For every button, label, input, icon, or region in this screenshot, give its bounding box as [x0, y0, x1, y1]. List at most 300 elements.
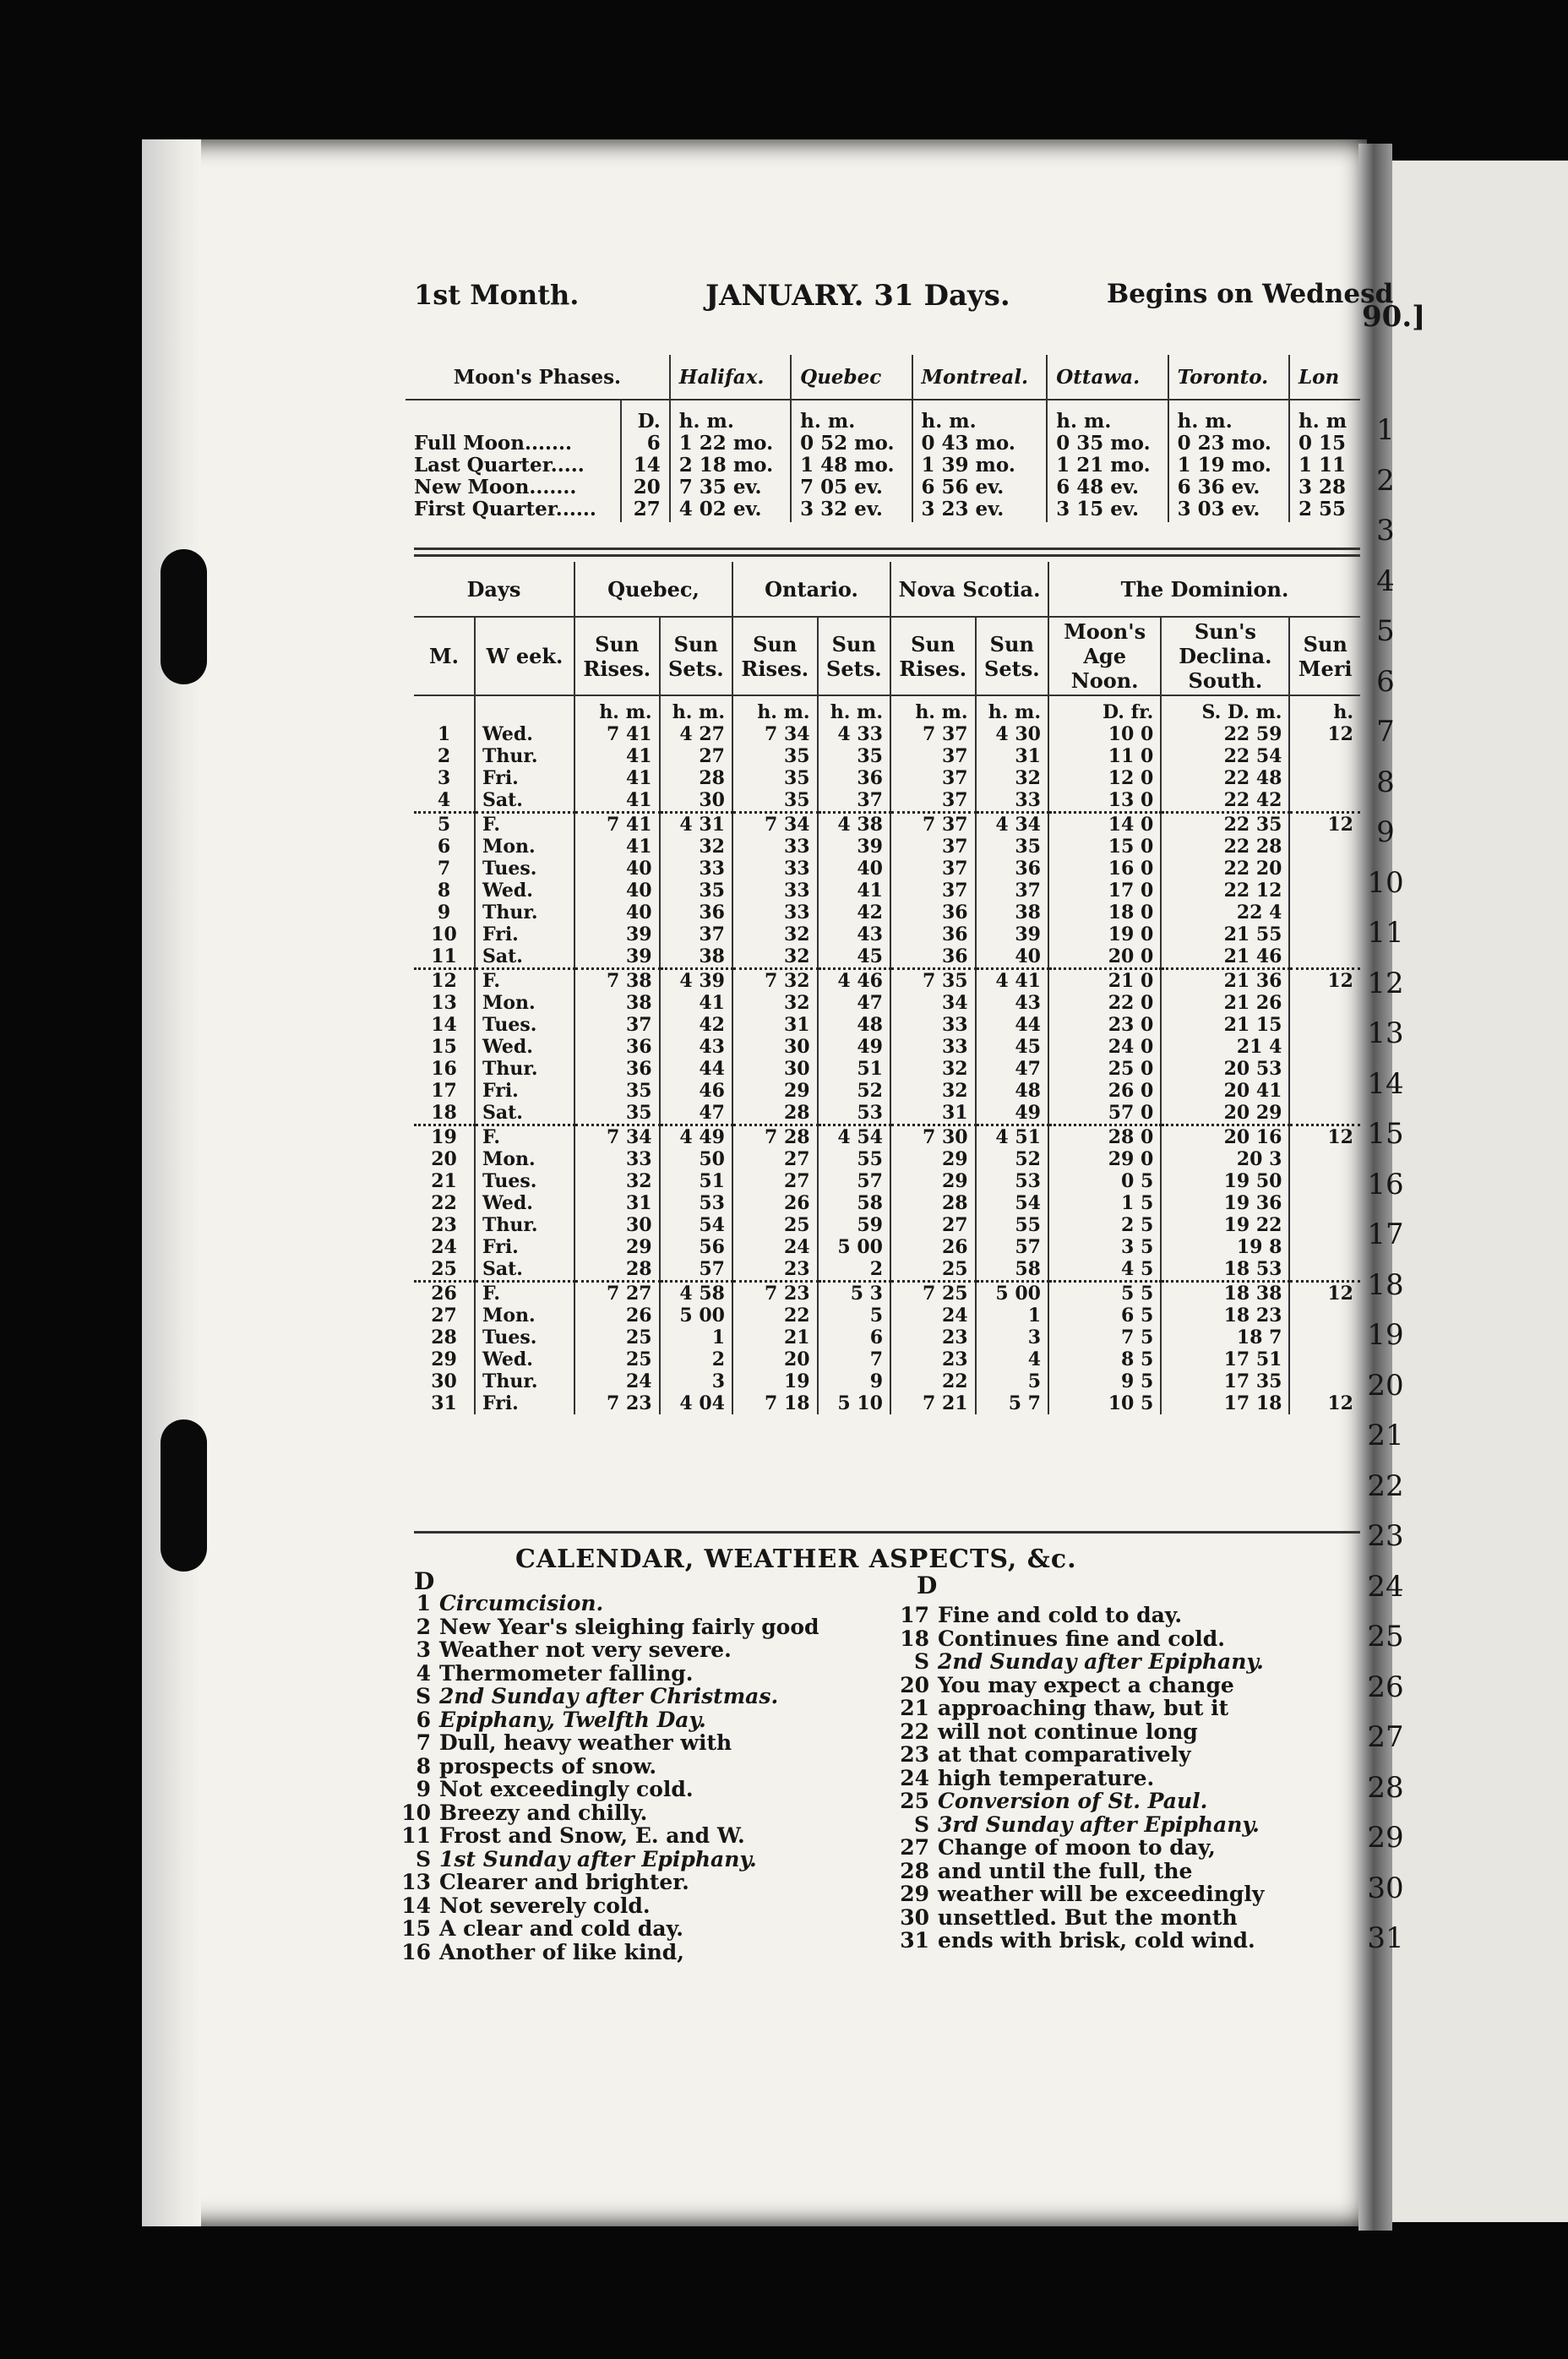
table-cell: 41 — [574, 767, 660, 789]
side-day-number: 29 — [1367, 1821, 1404, 1855]
side-day-number: 30 — [1367, 1871, 1404, 1905]
side-day-number: 3 — [1376, 514, 1395, 548]
table-cell: 21 36 — [1161, 969, 1289, 993]
table-cell: 4 33 — [818, 723, 890, 745]
table-cell: 55 — [976, 1214, 1048, 1236]
calendar-text: Thermometer falling. — [439, 1660, 694, 1686]
table-cell — [1289, 1058, 1360, 1080]
table-cell: 17 — [414, 1080, 475, 1102]
table-cell: 54 — [976, 1192, 1048, 1214]
table-cell: 32 — [732, 923, 818, 945]
table-row — [414, 902, 1360, 923]
table-cell: 53 — [818, 1102, 890, 1125]
scan-shadow — [161, 549, 207, 684]
adjacent-day-numbers — [1352, 406, 1419, 1964]
table-cell: 7 30 — [890, 1125, 976, 1149]
table-cell: 7 23 — [732, 1282, 818, 1305]
table-cell: 26 — [414, 1282, 475, 1305]
table-cell: 7 5 — [1048, 1327, 1161, 1348]
table-cell: 39 — [574, 945, 660, 969]
calendar-text: Circumcision. — [439, 1591, 604, 1615]
table-cell: 7 41 — [574, 813, 660, 836]
calendar-text: Epiphany, Twelfth Day. — [439, 1707, 706, 1732]
calendar-text: unsettled. But the month — [938, 1904, 1238, 1930]
table-cell: 41 — [660, 992, 732, 1014]
calendar-text: Breezy and chilly. — [439, 1800, 648, 1825]
table-cell: 27 — [732, 1148, 818, 1170]
table-cell: 55 — [818, 1148, 890, 1170]
calendar-title: CALENDAR, WEATHER ASPECTS, &c. — [515, 1545, 1077, 1574]
side-day-number: 16 — [1367, 1167, 1404, 1201]
table-row — [414, 723, 1360, 745]
table-cell: 17 35 — [1161, 1370, 1289, 1392]
calendar-list-right — [896, 1604, 1264, 1953]
table-row — [414, 1192, 1360, 1214]
table-cell: 20 3 — [1161, 1148, 1289, 1170]
table-row — [414, 1036, 1360, 1058]
calendar-text: Change of moon to day, — [938, 1835, 1216, 1860]
table-cell: 39 — [976, 923, 1048, 945]
table-cell: Thur. — [475, 1214, 574, 1236]
table-cell: 32 — [574, 1170, 660, 1192]
table-cell: 52 — [976, 1148, 1048, 1170]
table-cell: 5 — [818, 1305, 890, 1327]
table-cell: F. — [475, 969, 574, 993]
head-sun-rises: Sun Rises. — [574, 617, 660, 695]
table-cell: 49 — [818, 1036, 890, 1058]
phase-quebec: h. m. 0 52 mo. 1 48 mo. 7 05 ev. 3 32 ev. — [791, 400, 912, 522]
table-cell: 47 — [976, 1058, 1048, 1080]
table-cell: 9 — [414, 902, 475, 923]
calendar-text: Continues fine and cold. — [938, 1626, 1225, 1651]
calendar-entry — [397, 1894, 819, 1918]
table-cell: 35 — [574, 1080, 660, 1102]
side-day-number: 5 — [1376, 614, 1395, 648]
head-sun-declination: Sun's Declina. South. — [1161, 617, 1289, 695]
table-cell: 25 — [890, 1258, 976, 1282]
table-cell: 18 53 — [1161, 1258, 1289, 1282]
table-cell: 7 — [818, 1348, 890, 1370]
table-cell: 24 — [890, 1305, 976, 1327]
sun-moon-table — [414, 562, 1360, 1414]
table-cell: 41 — [818, 880, 890, 902]
calendar-day: 3 — [416, 1637, 431, 1662]
table-cell: 43 — [660, 1036, 732, 1058]
table-cell: 21 15 — [1161, 1014, 1289, 1036]
table-cell: Mon. — [475, 1305, 574, 1327]
table-cell: 37 — [660, 923, 732, 945]
table-cell: 22 — [732, 1305, 818, 1327]
table-cell: 43 — [818, 923, 890, 945]
table-cell: 10 0 — [1048, 723, 1161, 745]
calendar-text: at that comparatively — [938, 1742, 1191, 1767]
divider — [414, 548, 1360, 550]
table-cell: Tues. — [475, 1014, 574, 1036]
table-cell: 22 — [890, 1370, 976, 1392]
table-cell: 5 — [414, 813, 475, 836]
table-cell: 28 — [660, 767, 732, 789]
table-row — [414, 1392, 1360, 1414]
table-cell — [1289, 1348, 1360, 1370]
table-cell — [1289, 1170, 1360, 1192]
table-cell: 5 — [976, 1370, 1048, 1392]
table-cell: 21 4 — [1161, 1036, 1289, 1058]
head-days: Days — [414, 562, 574, 617]
head-sun-meridian: Sun Meri — [1298, 631, 1353, 681]
calendar-text: ends with brisk, cold wind. — [938, 1928, 1255, 1953]
table-cell: 7 23 — [574, 1392, 660, 1414]
table-cell: 5 00 — [818, 1236, 890, 1258]
calendar-day: 17 — [900, 1603, 929, 1627]
table-cell: 33 — [732, 880, 818, 902]
head-dominion: The Dominion. — [1048, 562, 1360, 617]
table-cell: 33 — [574, 1148, 660, 1170]
calendar-text: weather will be exceedingly — [938, 1882, 1265, 1906]
table-row — [414, 1214, 1360, 1236]
table-cell: 7 18 — [732, 1392, 818, 1414]
table-cell: 25 — [574, 1348, 660, 1370]
table-row — [414, 1236, 1360, 1258]
table-cell: F. — [475, 1282, 574, 1305]
phase-days: D. 6 14 20 27 — [621, 400, 670, 522]
table-cell: 27 — [732, 1170, 818, 1192]
table-cell: Thur. — [475, 1058, 574, 1080]
calendar-text: Fine and cold to day. — [938, 1603, 1183, 1627]
page-number: 90.] — [1362, 300, 1426, 334]
table-cell: 39 — [818, 836, 890, 858]
table-cell: 4 5 — [1048, 1258, 1161, 1282]
table-cell: 42 — [660, 1014, 732, 1036]
table-cell: 24 — [574, 1370, 660, 1392]
table-cell: 18 23 — [1161, 1305, 1289, 1327]
table-cell: 38 — [976, 902, 1048, 923]
table-cell: 22 4 — [1161, 902, 1289, 923]
table-cell: 28 0 — [1048, 1125, 1161, 1149]
table-cell: 53 — [660, 1192, 732, 1214]
calendar-day: 10 — [401, 1800, 431, 1825]
table-cell: 4 — [414, 789, 475, 813]
calendar-text: 1st Sunday after Epiphany. — [439, 1846, 757, 1871]
table-cell — [1289, 1192, 1360, 1214]
calendar-entry — [397, 1662, 819, 1686]
col-ottawa: Ottawa. — [1047, 355, 1168, 400]
table-cell: 30 — [414, 1370, 475, 1392]
table-cell: 21 55 — [1161, 923, 1289, 945]
table-cell: 5 10 — [818, 1392, 890, 1414]
calendar-text: Not exceedingly cold. — [439, 1777, 694, 1801]
calendar-day: 9 — [416, 1777, 431, 1801]
table-cell: 37 — [890, 880, 976, 902]
table-cell: 19 50 — [1161, 1170, 1289, 1192]
table-cell: 9 — [818, 1370, 890, 1392]
calendar-day: 21 — [900, 1696, 929, 1720]
calendar-entry — [896, 1813, 1264, 1837]
table-cell: 50 — [660, 1148, 732, 1170]
table-cell: 1 — [660, 1327, 732, 1348]
calendar-text: 3rd Sunday after Epiphany. — [938, 1811, 1260, 1837]
calendar-text: A clear and cold day. — [439, 1916, 683, 1941]
calendar-day: 11 — [401, 1823, 431, 1848]
table-cell — [1289, 1102, 1360, 1125]
calendar-entry — [397, 1801, 819, 1825]
unit: h. m. — [660, 695, 732, 723]
calendar-day: S — [415, 1684, 431, 1708]
side-day-number: 17 — [1367, 1218, 1404, 1251]
table-cell: 22 0 — [1048, 992, 1161, 1014]
table-cell: 36 — [890, 902, 976, 923]
table-cell: 33 — [732, 902, 818, 923]
table-cell: 40 — [574, 880, 660, 902]
table-cell: 19 22 — [1161, 1214, 1289, 1236]
table-cell: Wed. — [475, 723, 574, 745]
table-cell: 30 — [574, 1214, 660, 1236]
table-cell: 40 — [574, 902, 660, 923]
table-cell: 25 0 — [1048, 1058, 1161, 1080]
table-cell: 18 7 — [1161, 1327, 1289, 1348]
table-row — [414, 1058, 1360, 1080]
table-cell: 37 — [976, 880, 1048, 902]
table-cell: 7 34 — [574, 1125, 660, 1149]
calendar-text: prospects of snow. — [439, 1753, 657, 1779]
table-cell: 30 — [732, 1036, 818, 1058]
table-cell: 19 0 — [1048, 923, 1161, 945]
head-week: W eek. — [475, 617, 574, 695]
calendar-day: 2 — [416, 1614, 431, 1639]
side-day-number: 12 — [1367, 966, 1404, 1000]
table-cell: 31 — [732, 1014, 818, 1036]
table-cell: 37 — [890, 767, 976, 789]
calendar-day: 6 — [416, 1707, 431, 1732]
table-cell: 29 — [414, 1348, 475, 1370]
table-cell: 57 — [818, 1170, 890, 1192]
table-cell: 41 — [574, 836, 660, 858]
table-cell: 27 — [414, 1305, 475, 1327]
table-cell: 4 34 — [976, 813, 1048, 836]
calendar-entry — [896, 1767, 1264, 1790]
table-cell: Fri. — [475, 1236, 574, 1258]
calendar-day: 24 — [900, 1765, 929, 1790]
table-row — [414, 745, 1360, 767]
table-cell: 12 — [1327, 1126, 1353, 1148]
table-cell: 25 — [574, 1327, 660, 1348]
table-cell: 7 34 — [732, 813, 818, 836]
table-cell: 51 — [818, 1058, 890, 1080]
table-cell: 20 — [414, 1148, 475, 1170]
calendar-day: 20 — [900, 1672, 929, 1697]
table-cell: 37 — [818, 789, 890, 813]
table-cell: 37 — [890, 745, 976, 767]
table-row — [414, 1148, 1360, 1170]
table-cell: 5 7 — [976, 1392, 1048, 1414]
table-cell: 32 — [660, 836, 732, 858]
calendar-text: 2nd Sunday after Epiphany. — [938, 1649, 1264, 1674]
table-cell: 12 — [414, 969, 475, 993]
unit: h. m. — [574, 695, 660, 723]
calendar-entry — [896, 1674, 1264, 1697]
table-row — [414, 1370, 1360, 1392]
table-cell: 3 — [976, 1327, 1048, 1348]
table-cell: 12 — [1327, 1283, 1353, 1305]
page-edge — [142, 139, 201, 2226]
side-day-number: 27 — [1367, 1720, 1404, 1754]
table-cell: 20 29 — [1161, 1102, 1289, 1125]
table-cell: F. — [475, 813, 574, 836]
table-cell: 31 — [574, 1192, 660, 1214]
scan-shadow — [161, 1419, 207, 1572]
calendar-day: 16 — [401, 1939, 431, 1964]
moon-phases-table — [406, 355, 1360, 522]
table-cell: 32 — [976, 767, 1048, 789]
table-cell — [1289, 836, 1360, 858]
table-cell: 4 39 — [660, 969, 732, 993]
day-label: D — [917, 1572, 938, 1599]
table-cell: 7 37 — [890, 723, 976, 745]
head-sun-sets: Sun Sets. — [818, 617, 890, 695]
table-cell: 58 — [976, 1258, 1048, 1282]
table-cell: 22 20 — [1161, 858, 1289, 880]
col-halifax: Halifax. — [670, 355, 791, 400]
table-cell: 27 — [890, 1214, 976, 1236]
table-cell: 34 — [890, 992, 976, 1014]
table-row — [414, 1258, 1360, 1282]
table-cell: 25 — [732, 1214, 818, 1236]
side-day-number: 13 — [1367, 1016, 1404, 1050]
table-cell: 57 — [976, 1236, 1048, 1258]
table-cell: 4 51 — [976, 1125, 1048, 1149]
table-cell: 15 — [414, 1036, 475, 1058]
table-cell: 37 — [574, 1014, 660, 1036]
divider — [414, 554, 1360, 557]
table-cell: 16 — [414, 1058, 475, 1080]
table-cell: 36 — [818, 767, 890, 789]
table-cell: 24 — [414, 1236, 475, 1258]
table-cell: 20 53 — [1161, 1058, 1289, 1080]
table-cell: 56 — [660, 1236, 732, 1258]
calendar-entry — [896, 1697, 1264, 1720]
table-cell: 26 — [574, 1305, 660, 1327]
table-cell: Fri. — [475, 1392, 574, 1414]
calendar-entry — [896, 1650, 1264, 1674]
table-cell: Fri. — [475, 923, 574, 945]
table-cell: Sat. — [475, 789, 574, 813]
table-row — [414, 1080, 1360, 1102]
side-day-number: 20 — [1367, 1368, 1404, 1403]
table-cell: 48 — [976, 1080, 1048, 1102]
table-cell: 23 — [890, 1348, 976, 1370]
table-cell — [1289, 880, 1360, 902]
head-month: M. — [414, 617, 475, 695]
table-cell: 12 — [1327, 723, 1353, 745]
table-cell: 20 41 — [1161, 1080, 1289, 1102]
calendar-entry — [397, 1685, 819, 1708]
side-day-number: 31 — [1367, 1921, 1404, 1955]
table-cell: 35 — [732, 789, 818, 813]
table-cell: 46 — [660, 1080, 732, 1102]
table-cell: 14 0 — [1048, 813, 1161, 836]
page-title: JANUARY. 31 Days. — [705, 279, 1010, 313]
table-cell: 24 0 — [1048, 1036, 1161, 1058]
table-cell: 48 — [818, 1014, 890, 1036]
col-toronto: Toronto. — [1168, 355, 1289, 400]
table-cell: Tues. — [475, 858, 574, 880]
head-sun-sets: Sun Sets. — [976, 617, 1048, 695]
table-cell — [1289, 1214, 1360, 1236]
table-cell: Fri. — [475, 767, 574, 789]
table-cell: 22 35 — [1161, 813, 1289, 836]
table-cell — [1289, 789, 1360, 813]
calendar-entry — [397, 1755, 819, 1779]
table-cell: 33 — [660, 858, 732, 880]
side-day-number: 10 — [1367, 865, 1404, 900]
table-cell: 52 — [818, 1080, 890, 1102]
calendar-entry — [896, 1790, 1264, 1813]
side-day-number: 14 — [1367, 1066, 1404, 1101]
table-cell: 22 42 — [1161, 789, 1289, 813]
table-row — [414, 1327, 1360, 1348]
table-cell: 40 — [574, 858, 660, 880]
calendar-entry — [896, 1836, 1264, 1860]
head-moon-age: Moon's Age Noon. — [1048, 617, 1161, 695]
table-cell: 37 — [890, 789, 976, 813]
table-cell: Thur. — [475, 902, 574, 923]
table-cell: 15 0 — [1048, 836, 1161, 858]
table-cell: Wed. — [475, 1036, 574, 1058]
table-cell: 5 00 — [660, 1305, 732, 1327]
side-day-number: 1 — [1376, 413, 1395, 447]
table-cell: 58 — [818, 1192, 890, 1214]
table-cell: Mon. — [475, 836, 574, 858]
month-label: 1st Month. — [414, 279, 580, 311]
calendar-day: 7 — [416, 1730, 431, 1755]
table-cell: 4 04 — [660, 1392, 732, 1414]
table-row — [414, 858, 1360, 880]
table-cell: 32 — [890, 1080, 976, 1102]
table-cell: 9 5 — [1048, 1370, 1161, 1392]
table-cell: 6 — [414, 836, 475, 858]
table-cell — [1289, 1148, 1360, 1170]
table-row — [414, 813, 1360, 836]
table-cell: 29 0 — [1048, 1148, 1161, 1170]
table-cell: 36 — [890, 945, 976, 969]
phase-ottawa: h. m. 0 35 mo. 1 21 mo. 6 48 ev. 3 15 ev. — [1047, 400, 1168, 522]
table-cell — [1289, 1258, 1360, 1282]
side-day-number: 11 — [1367, 916, 1404, 950]
table-cell: 4 38 — [818, 813, 890, 836]
side-day-number: 6 — [1376, 664, 1395, 699]
calendar-text: Conversion of St. Paul. — [938, 1789, 1208, 1813]
table-row — [414, 923, 1360, 945]
table-cell: 7 25 — [890, 1282, 976, 1305]
calendar-day: 23 — [900, 1742, 929, 1767]
table-cell: 22 48 — [1161, 767, 1289, 789]
table-cell — [1289, 945, 1360, 969]
table-cell: 18 38 — [1161, 1282, 1289, 1305]
table-cell: 20 16 — [1161, 1125, 1289, 1149]
table-row — [414, 1102, 1360, 1125]
table-cell: Thur. — [475, 1370, 574, 1392]
table-cell: 10 — [414, 923, 475, 945]
calendar-day: 30 — [900, 1904, 929, 1930]
table-cell: 57 0 — [1048, 1102, 1161, 1125]
table-cell: 37 — [890, 858, 976, 880]
col-london: Lon — [1289, 355, 1360, 400]
table-cell: 23 — [890, 1327, 976, 1348]
table-cell: 33 — [732, 858, 818, 880]
table-cell: 38 — [660, 945, 732, 969]
table-cell: 7 32 — [732, 969, 818, 993]
table-cell: 35 — [732, 767, 818, 789]
side-day-number: 18 — [1367, 1267, 1404, 1302]
